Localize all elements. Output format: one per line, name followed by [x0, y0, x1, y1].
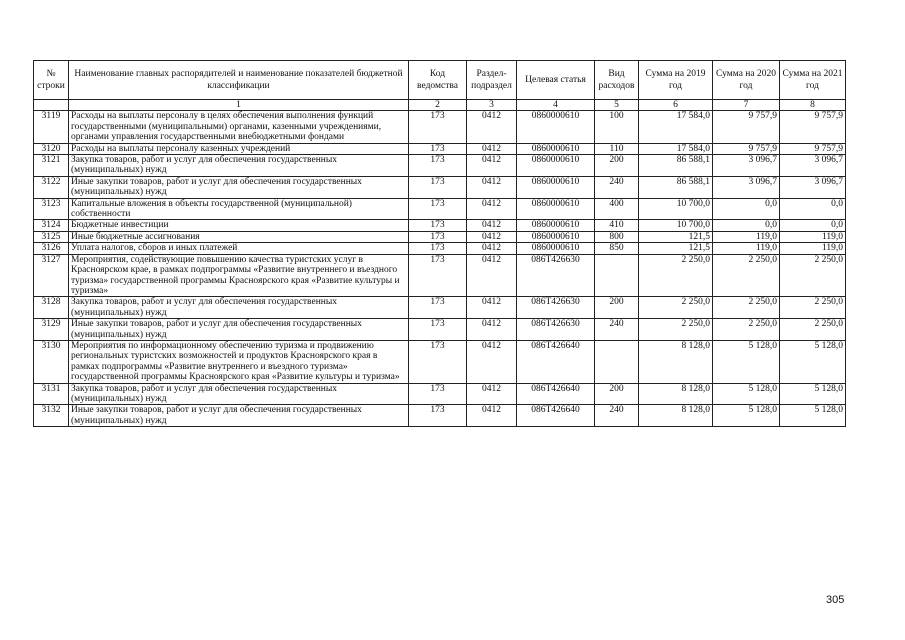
sum-2020-cell: 3 096,7 [713, 155, 780, 177]
sum-2020-cell: 5 128,0 [713, 405, 780, 427]
table-row [34, 198, 846, 220]
row-name-cell: Закупка товаров, работ и услуг для обеспечения государственных (муниципальных) нужд [69, 383, 409, 405]
sum-2020-cell: 119,0 [713, 243, 780, 254]
sum-2019-cell: 86 588,1 [639, 176, 713, 198]
column-number-row [34, 100, 846, 111]
sum-2019-cell: 121,5 [639, 243, 713, 254]
sum-2020-cell: 3 096,7 [713, 176, 780, 198]
row-name-cell: Мероприятия, содействующие повышению качества туристских услуг в Красноярском крае, в рамках подпрограммы «Развитие внутреннего и въездного туризма» государственной программы Красноярского края «Развитие культуры и туризма» [69, 254, 409, 297]
expense-type-cell: 240 [595, 176, 639, 198]
section-cell: 0412 [467, 405, 517, 427]
expense-type-cell [595, 340, 639, 383]
header-expense-type: Вид расходов [595, 61, 639, 100]
sum-2021-cell: 2 250,0 [780, 254, 846, 297]
sum-2019-cell: 10 700,0 [639, 220, 713, 231]
target-article-cell: 0860000610 [517, 111, 595, 143]
sum-2020-cell: 9 757,9 [713, 111, 780, 143]
sum-2021-cell: 119,0 [780, 231, 846, 242]
department-code-cell: 173 [409, 319, 467, 341]
sum-2019-cell: 2 250,0 [639, 254, 713, 297]
sum-2019-cell: 121,5 [639, 231, 713, 242]
row-name-cell: Расходы на выплаты персоналу казенных учреждений [69, 143, 409, 154]
table-row [34, 405, 846, 427]
sum-2019-cell: 17 584,0 [639, 111, 713, 143]
table-row [34, 319, 846, 341]
sum-2019-cell: 2 250,0 [639, 297, 713, 319]
table-row [34, 243, 846, 254]
column-number: 6 [639, 100, 713, 111]
table-row [34, 340, 846, 383]
expense-type-cell: 200 [595, 297, 639, 319]
sum-2020-cell: 0,0 [713, 198, 780, 220]
target-article-cell: 086Т426630 [517, 297, 595, 319]
header-name: Наименование главных распорядителей и наименование показателей бюджетной классификации [69, 61, 409, 100]
department-code-cell: 173 [409, 297, 467, 319]
section-cell: 0412 [467, 220, 517, 231]
section-cell: 0412 [467, 176, 517, 198]
column-number: 5 [595, 100, 639, 111]
department-code-cell: 173 [409, 143, 467, 154]
sum-2020-cell: 2 250,0 [713, 254, 780, 297]
target-article-cell: 086Т426630 [517, 319, 595, 341]
header-sum-2020: Сумма на 2020 год [713, 61, 780, 100]
sum-2020-cell: 5 128,0 [713, 383, 780, 405]
sum-2021-cell: 9 757,9 [780, 111, 846, 143]
row-name-cell: Мероприятия по информационному обеспечению туризма и продвижению региональных туристских возможностей и продуктов Красноярского края в рамках подпрограммы «Развитие внутреннего и въездного туризма» государственной программы Красноярского края «Развитие культуры и туризма» [69, 340, 409, 383]
sum-2019-cell: 8 128,0 [639, 340, 713, 383]
row-number-cell: 3131 [34, 383, 69, 405]
target-article-cell: 0860000610 [517, 176, 595, 198]
sum-2019-cell: 8 128,0 [639, 405, 713, 427]
expense-type-cell [595, 254, 639, 297]
target-article-cell: 0860000610 [517, 243, 595, 254]
department-code-cell: 173 [409, 176, 467, 198]
target-article-cell: 086Т426640 [517, 383, 595, 405]
expense-type-cell: 100 [595, 111, 639, 143]
table-row [34, 155, 846, 177]
column-number-empty [34, 100, 69, 111]
row-name-cell: Иные закупки товаров, работ и услуг для обеспечения государственных (муниципальных) нужд [69, 176, 409, 198]
department-code-cell: 173 [409, 220, 467, 231]
expense-type-cell: 410 [595, 220, 639, 231]
header-sum-2021: Сумма на 2021 год [780, 61, 846, 100]
row-number-cell: 3125 [34, 231, 69, 242]
sum-2019-cell: 10 700,0 [639, 198, 713, 220]
target-article-cell: 0860000610 [517, 155, 595, 177]
department-code-cell: 173 [409, 340, 467, 383]
sum-2021-cell: 5 128,0 [780, 405, 846, 427]
row-name-cell: Уплата налогов, сборов и иных платежей [69, 243, 409, 254]
row-number-cell: 3126 [34, 243, 69, 254]
target-article-cell: 0860000610 [517, 143, 595, 154]
sum-2020-cell: 119,0 [713, 231, 780, 242]
department-code-cell: 173 [409, 111, 467, 143]
row-name-cell: Закупка товаров, работ и услуг для обеспечения государственных (муниципальных) нужд [69, 155, 409, 177]
section-cell: 0412 [467, 198, 517, 220]
page-number: 305 [826, 594, 845, 606]
row-number-cell: 3128 [34, 297, 69, 319]
row-name-cell: Иные бюджетные ассигнования [69, 231, 409, 242]
table-row [34, 176, 846, 198]
row-number-cell: 3122 [34, 176, 69, 198]
expense-type-cell: 240 [595, 319, 639, 341]
row-number-cell: 3123 [34, 198, 69, 220]
target-article-cell: 0860000610 [517, 198, 595, 220]
row-name-cell: Бюджетные инвестиции [69, 220, 409, 231]
sum-2019-cell: 2 250,0 [639, 319, 713, 341]
expense-type-cell: 110 [595, 143, 639, 154]
table-row [34, 143, 846, 154]
expense-type-cell: 850 [595, 243, 639, 254]
column-number: 3 [467, 100, 517, 111]
sum-2021-cell: 9 757,9 [780, 143, 846, 154]
header-sum-2019: Сумма на 2019 год [639, 61, 713, 100]
row-number-cell: 3124 [34, 220, 69, 231]
department-code-cell: 173 [409, 383, 467, 405]
row-number-cell: 3119 [34, 111, 69, 143]
sum-2019-cell: 17 584,0 [639, 143, 713, 154]
row-number-cell: 3132 [34, 405, 69, 427]
row-number-cell: 3130 [34, 340, 69, 383]
sum-2021-cell: 5 128,0 [780, 340, 846, 383]
table-row [34, 111, 846, 143]
section-cell: 0412 [467, 111, 517, 143]
sum-2020-cell: 2 250,0 [713, 319, 780, 341]
expense-type-cell: 400 [595, 198, 639, 220]
sum-2020-cell: 0,0 [713, 220, 780, 231]
department-code-cell: 173 [409, 243, 467, 254]
table-row [34, 297, 846, 319]
sum-2021-cell: 2 250,0 [780, 297, 846, 319]
section-cell: 0412 [467, 231, 517, 242]
row-name-cell: Капитальные вложения в объекты государственной (муниципальной) собственности [69, 198, 409, 220]
sum-2021-cell: 3 096,7 [780, 155, 846, 177]
target-article-cell: 086Т426640 [517, 340, 595, 383]
sum-2021-cell: 3 096,7 [780, 176, 846, 198]
target-article-cell: 086Т426640 [517, 405, 595, 427]
budget-table-container [33, 60, 846, 427]
department-code-cell: 173 [409, 405, 467, 427]
section-cell: 0412 [467, 340, 517, 383]
expense-type-cell: 240 [595, 405, 639, 427]
section-cell: 0412 [467, 155, 517, 177]
sum-2019-cell: 86 588,1 [639, 155, 713, 177]
column-number: 8 [780, 100, 846, 111]
department-code-cell: 173 [409, 254, 467, 297]
sum-2021-cell: 5 128,0 [780, 383, 846, 405]
row-number-cell: 3120 [34, 143, 69, 154]
expense-type-cell: 200 [595, 383, 639, 405]
table-row [34, 254, 846, 297]
header-target-article: Целевая статья [517, 61, 595, 100]
sum-2020-cell: 2 250,0 [713, 297, 780, 319]
section-cell: 0412 [467, 254, 517, 297]
column-number: 7 [713, 100, 780, 111]
table-row [34, 231, 846, 242]
header-department-code: Код ведомства [409, 61, 467, 100]
expense-type-cell: 200 [595, 155, 639, 177]
sum-2021-cell: 119,0 [780, 243, 846, 254]
section-cell: 0412 [467, 143, 517, 154]
row-name-cell: Расходы на выплаты персоналу в целях обеспечения выполнения функций государственными (муниципальными) органами, казенными учреждениями, органами управления государственными внебюджетными фондами [69, 111, 409, 143]
header-row [34, 61, 846, 100]
budget-table [33, 60, 846, 427]
table-row [34, 383, 846, 405]
header-row-number: № строки [34, 61, 69, 100]
sum-2019-cell: 8 128,0 [639, 383, 713, 405]
section-cell: 0412 [467, 297, 517, 319]
row-name-cell: Иные закупки товаров, работ и услуг для обеспечения государственных (муниципальных) нужд [69, 319, 409, 341]
row-number-cell: 3127 [34, 254, 69, 297]
sum-2020-cell: 9 757,9 [713, 143, 780, 154]
department-code-cell: 173 [409, 231, 467, 242]
sum-2021-cell: 0,0 [780, 220, 846, 231]
target-article-cell: 0860000610 [517, 231, 595, 242]
row-name-cell: Закупка товаров, работ и услуг для обеспечения государственных (муниципальных) нужд [69, 297, 409, 319]
section-cell: 0412 [467, 243, 517, 254]
column-number: 1 [69, 100, 409, 111]
sum-2020-cell: 5 128,0 [713, 340, 780, 383]
row-name-cell: Иные закупки товаров, работ и услуг для обеспечения государственных (муниципальных) нужд [69, 405, 409, 427]
table-row [34, 220, 846, 231]
target-article-cell: 086Т426630 [517, 254, 595, 297]
column-number: 4 [517, 100, 595, 111]
department-code-cell: 173 [409, 198, 467, 220]
section-cell: 0412 [467, 383, 517, 405]
row-number-cell: 3121 [34, 155, 69, 177]
sum-2021-cell: 2 250,0 [780, 319, 846, 341]
target-article-cell: 0860000610 [517, 220, 595, 231]
header-section: Раздел-подраздел [467, 61, 517, 100]
column-number: 2 [409, 100, 467, 111]
sum-2021-cell: 0,0 [780, 198, 846, 220]
department-code-cell: 173 [409, 155, 467, 177]
section-cell: 0412 [467, 319, 517, 341]
expense-type-cell: 800 [595, 231, 639, 242]
row-number-cell: 3129 [34, 319, 69, 341]
